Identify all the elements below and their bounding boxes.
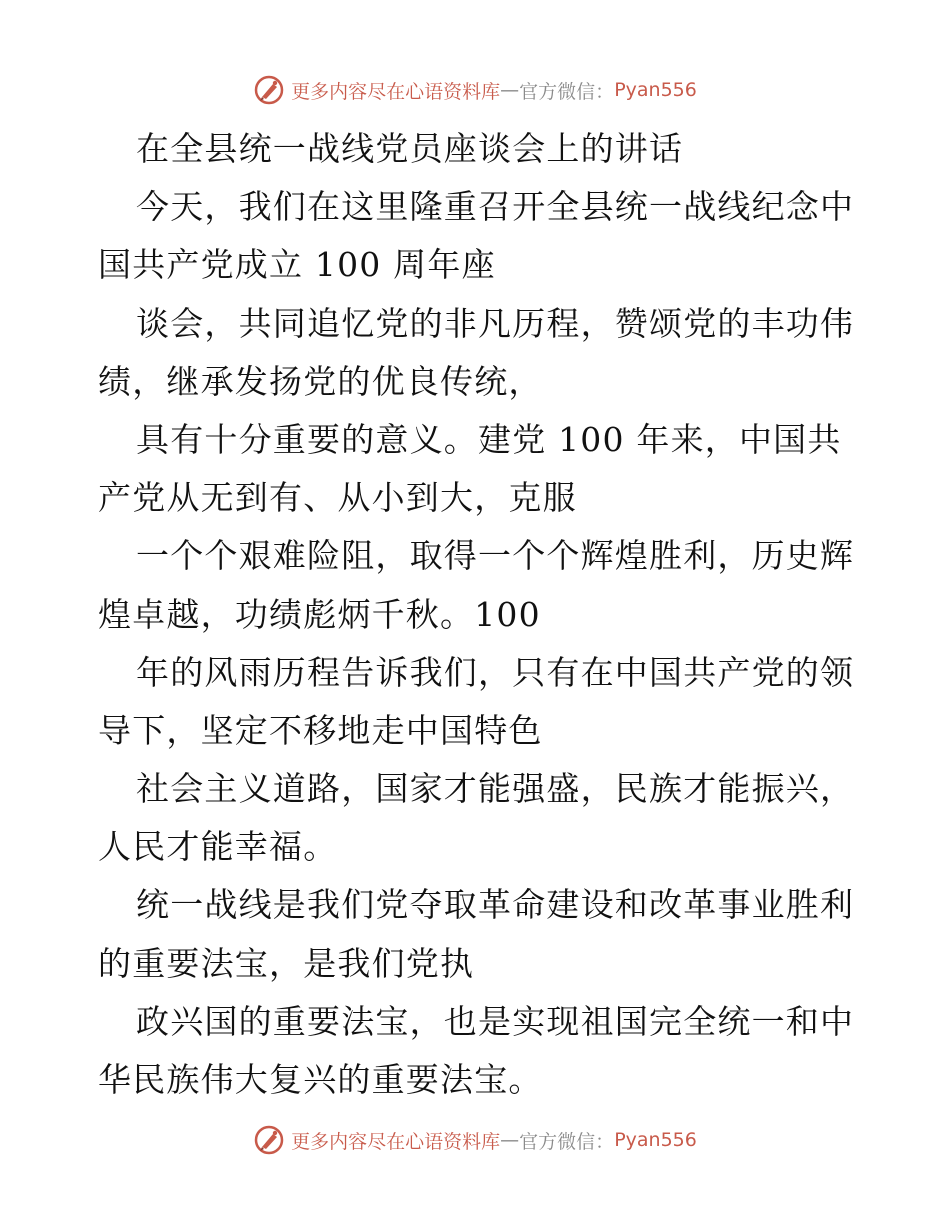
paragraph-line: 煌卓越，功绩彪炳千秋。100 (98, 594, 541, 634)
footer-separator: — (500, 1129, 520, 1151)
paragraph-line: 谈会，共同追忆党的非凡历程，赞颂党的丰功伟 (136, 303, 855, 343)
footer-banner (0, 1120, 950, 1160)
footer-wechat-id: Pyan556 (614, 1129, 697, 1151)
paragraph-line: 具有十分重要的意义。建党 100 年来，中国共 (136, 419, 842, 459)
header-banner (0, 70, 950, 110)
paragraph-line: 绩，继承发扬党的优良传统， (98, 361, 543, 401)
paragraph-line: 政兴国的重要法宝，也是实现祖国完全统一和中 (136, 1001, 855, 1041)
paragraph-line: 华民族伟大复兴的重要法宝。 (98, 1060, 543, 1099)
paragraph-line: 的重要法宝，是我们党执 (98, 943, 475, 983)
footer-promo-text: 更多内容尽在心语资料库 (291, 1130, 501, 1153)
pen-logo-icon (253, 74, 285, 106)
paragraph-line: 国共产党成立 100 周年座 (98, 245, 496, 285)
paragraph-line: 人民才能幸福。 (98, 827, 338, 867)
header-promo-text: 更多内容尽在心语资料库 (291, 80, 501, 103)
paragraph-line: 社会主义道路，国家才能强盛，民族才能振兴， (136, 769, 855, 809)
paragraph-line: 今天，我们在这里隆重召开全县统一战线纪念中 (136, 187, 855, 227)
paragraph-line: 产党从无到有、从小到大，克服 (98, 478, 577, 518)
paragraph-line: 年的风雨历程告诉我们，只有在中国共产党的领 (136, 652, 855, 692)
header-wechat-id: Pyan556 (614, 79, 697, 101)
document-body (98, 120, 858, 1109)
footer-wechat-label: 官方微信： (519, 1130, 615, 1153)
paragraph-line: 导下，坚定不移地走中国特色 (98, 710, 543, 750)
header-wechat-label: 官方微信： (519, 80, 615, 103)
header-separator: — (500, 79, 520, 101)
pen-logo-icon (253, 1124, 285, 1156)
document-title: 在全县统一战线党员座谈会上的讲话 (136, 129, 684, 168)
paragraph-line: 一个个艰难险阻，取得一个个辉煌胜利，历史辉 (136, 536, 855, 576)
paragraph-line: 统一战线是我们党夺取革命建设和改革事业胜利 (136, 885, 855, 925)
